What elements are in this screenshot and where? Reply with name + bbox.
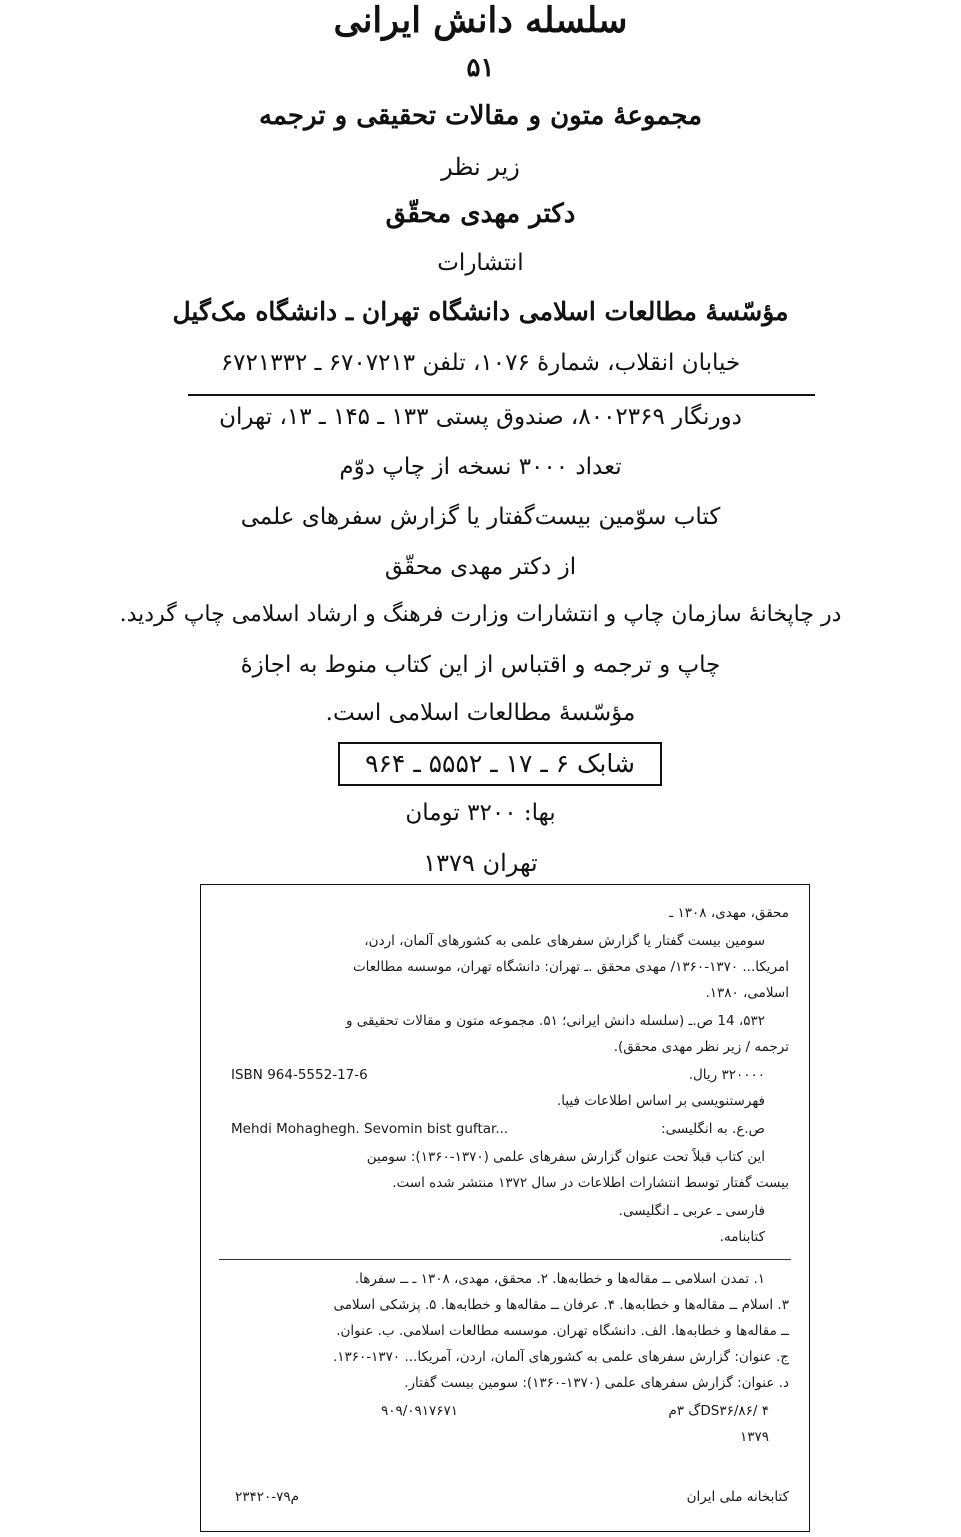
cip-subjects-line-5: د. عنوان: گزارش سفرهای علمی (۱۳۷۰-۱۳۶۰): سومین بیست گفتار. [404, 1375, 789, 1391]
cip-price: ۳۲۰۰۰۰ ریال. [688, 1067, 765, 1083]
cip-lc-class: DS۳۶/۸۶/ ۴گ ۳م [668, 1403, 769, 1419]
isbn-box: شابک ۶ ـ ۱۷ ـ ۵۵۵۲ ـ ۹۶۴ [338, 742, 662, 786]
cip-collation-line-2: ترجمه / زیر نظر مهدی محقق). [613, 1039, 789, 1055]
cip-note-line-2: بیست گفتار توسط انتشارات اطلاعات در سال ۱۳۷۲ منتشر شده است. [392, 1175, 789, 1191]
cip-library-name: کتابخانه ملی ایران [686, 1489, 789, 1505]
cip-subjects-line-3: ــ مقاله‌ها و خطابه‌ها. الف. دانشگاه تهران. موسسه مطالعات اسلامی. ب. عنوان. [336, 1323, 789, 1339]
print-run: تعداد ۳۰۰۰ نسخه از چاپ دوّم [339, 454, 622, 480]
cip-title-line-2: امریکا... ۱۳۷۰-۱۳۶۰/ مهدی محقق .ـ تهران: دانشگاه تهران، موسسه مطالعات [352, 959, 789, 975]
series-number: ۵۱ [466, 53, 495, 83]
header-divider [188, 394, 815, 396]
cip-record-box [200, 884, 810, 1532]
printer-line: در چاپخانهٔ سازمان چاپ و انتشارات وزارت فرهنگ و ارشاد اسلامی چاپ گردید. [119, 602, 842, 627]
cip-subjects-line-4: ج. عنوان: گزارش سفرهای علمی به کشورهای آلمان، اردن، آمریکا... ۱۳۷۰-۱۳۶۰. [332, 1349, 789, 1365]
cip-fipa-note: فهرستنویسی بر اساس اطلاعات فیپا. [556, 1093, 765, 1109]
publisher-label: انتشارات [437, 250, 524, 276]
publisher-name: مؤسّسهٔ مطالعات اسلامی دانشگاه تهران ـ دانشگاه مک‌گیل [172, 297, 789, 326]
supervision-label: زیر نظر [441, 153, 520, 181]
address-line-2: دورنگار ۸۰۰۲۳۶۹، صندوق پستی ۱۳۳ ـ ۱۴۵ ـ ۱۳، تهران [219, 404, 742, 430]
cip-year: ۱۳۷۹ [739, 1429, 769, 1445]
cip-author: محقق، مهدی، ۱۳۰۸ ـ [669, 905, 789, 921]
rights-line-1: چاپ و ترجمه و اقتباس از این کتاب منوط به اجازهٔ [240, 652, 721, 678]
cip-note-line-1: این کتاب قبلاً تحت عنوان گزارش سفرهای علمی (۱۳۷۰-۱۳۶۰): سومین [366, 1149, 765, 1165]
rights-line-2: مؤسّسهٔ مطالعات اسلامی است. [325, 700, 636, 726]
cip-subjects-line-2: ۳. اسلام ــ مقاله‌ها و خطابه‌ها. ۴. عرفان ــ مقاله‌ها و خطابه‌ها. ۵. پزشکی اسلامی [333, 1297, 789, 1313]
cip-library-number: م۷۹-۲۳۴۲۰ [235, 1489, 300, 1505]
collection-title: مجموعهٔ متون و مقالات تحقیقی و ترجمه [258, 101, 703, 131]
cip-title-line-3: اسلامی، ۱۳۸۰. [705, 985, 789, 1001]
cip-dewey-class: ۹۰۹/۰۹۱۷۶۷۱ [381, 1403, 459, 1419]
author-line: از دکتر مهدی محقّق [384, 554, 577, 580]
cip-isbn-english: ISBN 964-5552-17-6 [231, 1067, 368, 1083]
series-title: سلسله دانش ایرانی [333, 0, 628, 41]
cip-subjects-line-1: ۱. تمدن اسلامی ــ مقاله‌ها و خطابه‌ها. ۲. محقق، مهدی، ۱۳۰۸ ـ ــ سفرها. [354, 1271, 765, 1287]
editor-name: دکتر مهدی محقّق [385, 199, 576, 229]
place-year: تهران ۱۳۷۹ [423, 849, 538, 877]
cip-separator [219, 1259, 791, 1260]
cip-title-line-1: سومین بیست گفتار یا گزارش سفرهای علمی به کشورهای آلمان، اردن، [364, 933, 765, 949]
cip-english-label: ص.ع. به انگلیسی: [661, 1121, 765, 1137]
cip-bibliography: کتابنامه. [719, 1229, 765, 1245]
book-title: کتاب سوّمین بیست‌گفتار یا گزارش سفرهای علمی [240, 504, 721, 530]
price-line: بها: ۳۲۰۰ تومان [405, 800, 556, 826]
address-line-1: خیابان انقلاب، شمارهٔ ۱۰۷۶، تلفن ۶۷۰۷۲۱۳ ـ ۶۷۲۱۳۳۲ [220, 350, 741, 376]
cip-languages: فارسی ـ عربی ـ انگلیسی. [618, 1203, 765, 1219]
cip-english-title: Mehdi Mohaghegh. Sevomin bist guftar... [231, 1121, 509, 1137]
cip-collation-line-1: ۵۳۲، 14 ص.ـ (سلسله دانش ایرانی؛ ۵۱. مجموعه متون و مقالات تحقیقی و [345, 1013, 765, 1029]
